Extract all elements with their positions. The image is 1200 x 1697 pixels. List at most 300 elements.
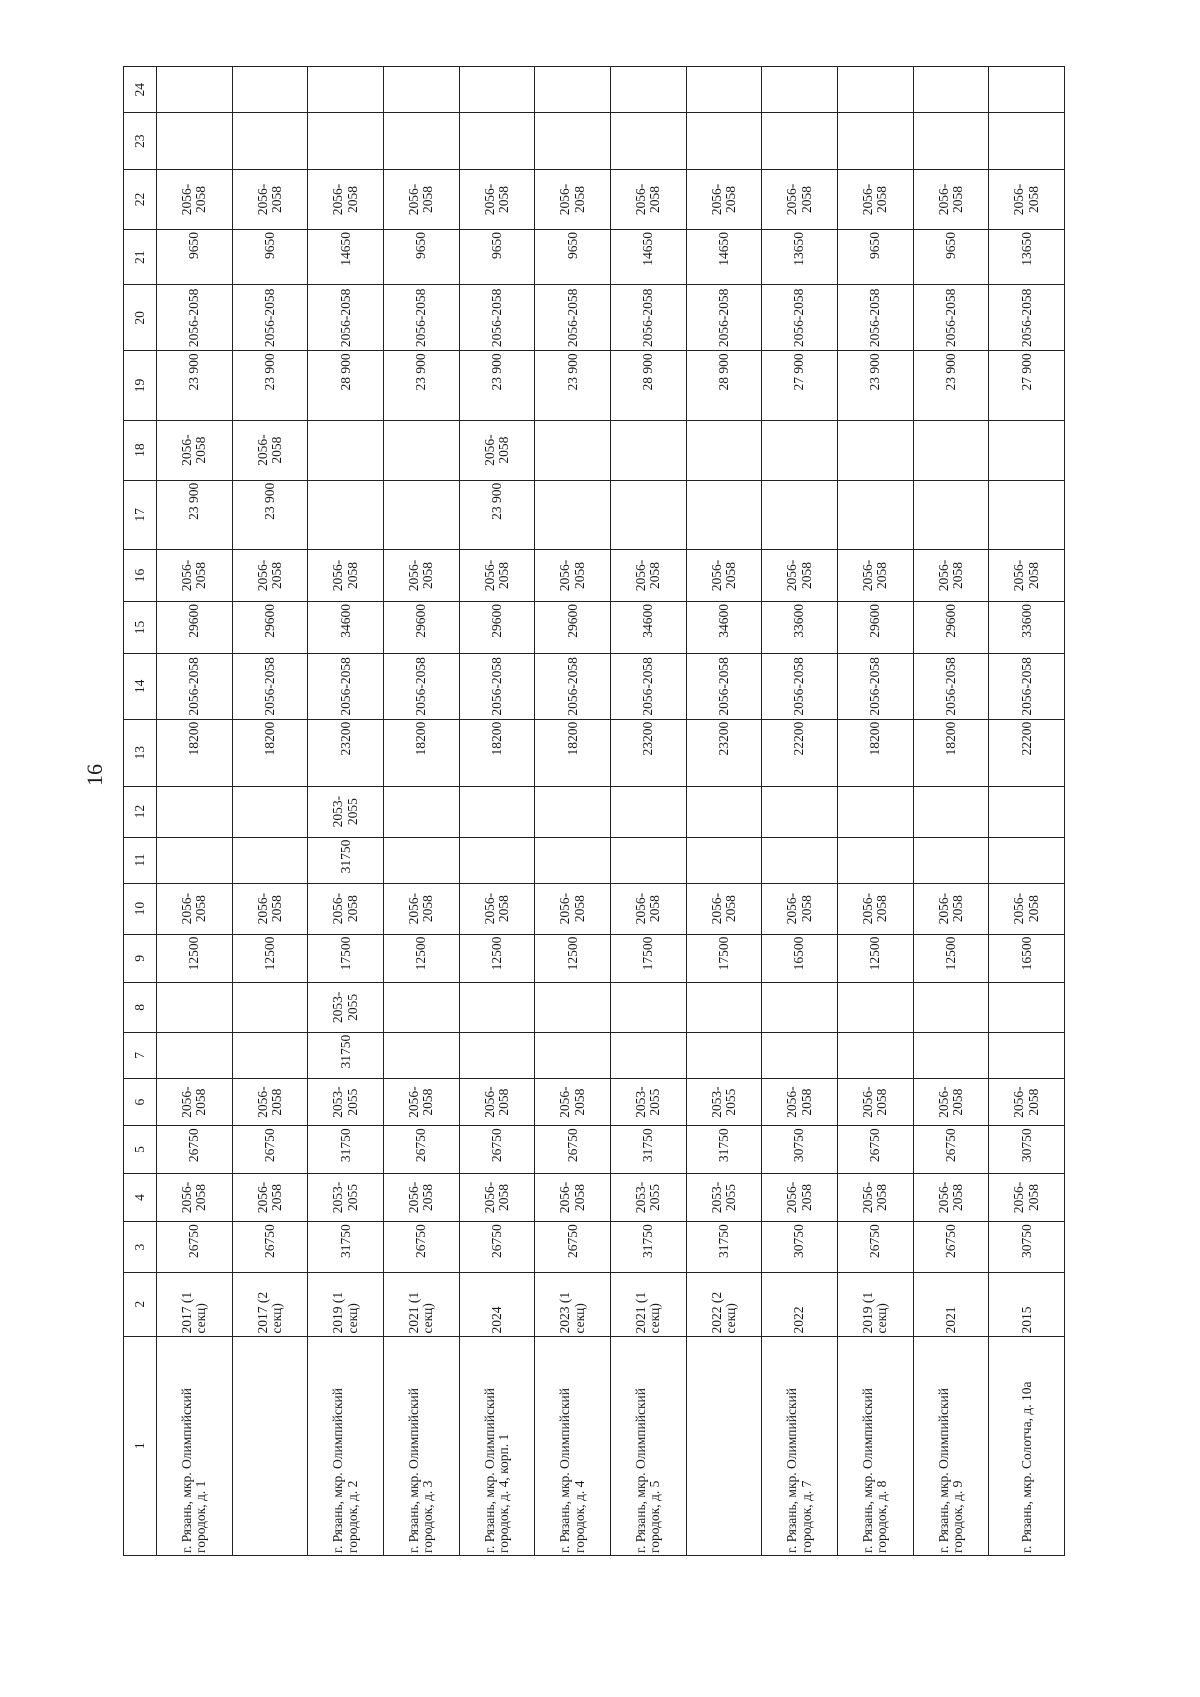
value-cell: 2056-2058 (383, 285, 459, 351)
value-cell: 2056-2058 (989, 285, 1065, 351)
value-cell (913, 480, 989, 549)
column-header: 17 (124, 480, 157, 549)
value-cell (762, 786, 838, 837)
value-cell: 2056-2058 (686, 549, 762, 601)
value-cell: 2056-2058 (232, 653, 308, 719)
value-cell: 2053-2055 (308, 983, 384, 1033)
year-cell: 2022 (2 секц) (686, 1273, 762, 1337)
value-cell: 2056-2058 (157, 653, 233, 719)
value-cell (308, 67, 384, 113)
value-cell (383, 420, 459, 480)
address-cell: г. Рязань, мкр. Олимпийский городок, д. 7 (762, 1336, 838, 1555)
value-cell: 23 900 (459, 351, 535, 420)
value-cell (686, 67, 762, 113)
value-cell: 2056-2058 (535, 549, 611, 601)
value-cell (989, 67, 1065, 113)
value-cell: 9650 (837, 230, 913, 285)
column-header: 10 (124, 883, 157, 934)
address-cell (686, 1336, 762, 1555)
value-cell: 29600 (157, 601, 233, 653)
value-cell: 17500 (686, 934, 762, 983)
value-cell: 2056-2058 (989, 1173, 1065, 1222)
value-cell: 2056-2058 (157, 420, 233, 480)
column-header: 2 (124, 1273, 157, 1337)
column-header: 21 (124, 230, 157, 285)
value-cell (459, 837, 535, 883)
value-cell: 2053-2055 (308, 1173, 384, 1222)
value-cell: 2056-2058 (989, 653, 1065, 719)
column-header: 6 (124, 1078, 157, 1125)
value-cell (837, 786, 913, 837)
year-cell: 2021 (913, 1273, 989, 1337)
value-cell: 30750 (762, 1222, 838, 1273)
value-cell (762, 480, 838, 549)
value-cell (383, 1032, 459, 1078)
value-cell: 2056-2058 (459, 420, 535, 480)
value-cell: 2056-2058 (610, 169, 686, 229)
table-row (232, 67, 308, 1556)
column-header: 4 (124, 1173, 157, 1222)
value-cell: 29600 (535, 601, 611, 653)
value-cell: 2056-2058 (686, 285, 762, 351)
value-cell (383, 786, 459, 837)
value-cell: 2056-2058 (913, 285, 989, 351)
value-cell (308, 420, 384, 480)
value-cell (610, 480, 686, 549)
value-cell: 23 900 (232, 351, 308, 420)
value-cell: 18200 (459, 719, 535, 786)
value-cell: 2056-2058 (989, 549, 1065, 601)
value-cell (837, 420, 913, 480)
value-cell: 31750 (308, 1126, 384, 1173)
value-cell: 2056-2058 (459, 169, 535, 229)
value-cell: 2056-2058 (232, 1173, 308, 1222)
value-cell: 9650 (383, 230, 459, 285)
value-cell: 29600 (383, 601, 459, 653)
value-cell: 26750 (383, 1126, 459, 1173)
value-cell: 29600 (913, 601, 989, 653)
column-header: 13 (124, 719, 157, 786)
value-cell: 31750 (686, 1126, 762, 1173)
value-cell: 2056-2058 (232, 549, 308, 601)
value-cell (232, 113, 308, 170)
value-cell: 12500 (232, 934, 308, 983)
value-cell: 2056-2058 (157, 549, 233, 601)
table-row (989, 67, 1065, 1556)
value-cell (837, 983, 913, 1033)
value-cell: 2056-2058 (762, 549, 838, 601)
value-cell: 2056-2058 (459, 1078, 535, 1125)
value-cell (459, 983, 535, 1033)
value-cell (686, 480, 762, 549)
value-cell (989, 1032, 1065, 1078)
value-cell (610, 67, 686, 113)
value-cell: 26750 (232, 1222, 308, 1273)
value-cell: 9650 (157, 230, 233, 285)
value-cell: 2056-2058 (535, 653, 611, 719)
column-header: 12 (124, 786, 157, 837)
address-cell: г. Рязань, мкр. Олимпийский городок, д. 4, корп. 1 (459, 1336, 535, 1555)
value-cell: 2056-2058 (762, 653, 838, 719)
value-cell: 2056-2058 (913, 653, 989, 719)
value-cell: 22200 (762, 719, 838, 786)
value-cell (535, 480, 611, 549)
value-cell: 2056-2058 (157, 285, 233, 351)
value-cell: 12500 (383, 934, 459, 983)
value-cell: 2053-2055 (686, 1078, 762, 1125)
value-cell (459, 1032, 535, 1078)
value-cell: 30750 (989, 1222, 1065, 1273)
value-cell: 2056-2058 (989, 169, 1065, 229)
value-cell: 13650 (989, 230, 1065, 285)
value-cell: 2056-2058 (762, 285, 838, 351)
value-cell: 9650 (913, 230, 989, 285)
value-cell (535, 1032, 611, 1078)
value-cell (762, 983, 838, 1033)
value-cell: 30750 (989, 1126, 1065, 1173)
value-cell: 2056-2058 (383, 883, 459, 934)
value-cell (762, 837, 838, 883)
table-row (610, 67, 686, 1556)
value-cell: 2056-2058 (762, 1078, 838, 1125)
value-cell: 13650 (762, 230, 838, 285)
table-row (686, 67, 762, 1556)
column-header: 16 (124, 549, 157, 601)
value-cell: 2056-2058 (913, 1173, 989, 1222)
year-cell: 2021 (1 секц) (610, 1273, 686, 1337)
column-header: 22 (124, 169, 157, 229)
value-cell: 2056-2058 (308, 653, 384, 719)
year-cell: 2015 (989, 1273, 1065, 1337)
value-cell: 2056-2058 (989, 1078, 1065, 1125)
value-cell: 17500 (610, 934, 686, 983)
value-cell (989, 420, 1065, 480)
table-row (535, 67, 611, 1556)
value-cell (535, 420, 611, 480)
column-header: 18 (124, 420, 157, 480)
value-cell (913, 1032, 989, 1078)
year-cell: 2022 (762, 1273, 838, 1337)
value-cell: 23 900 (459, 480, 535, 549)
value-cell (383, 480, 459, 549)
value-cell: 9650 (232, 230, 308, 285)
value-cell: 2056-2058 (913, 883, 989, 934)
column-header: 24 (124, 67, 157, 113)
value-cell: 26750 (459, 1222, 535, 1273)
table-row (459, 67, 535, 1556)
value-cell: 2053-2055 (686, 1173, 762, 1222)
value-cell (913, 786, 989, 837)
value-cell: 2056-2058 (837, 285, 913, 351)
value-cell: 29600 (459, 601, 535, 653)
value-cell (157, 837, 233, 883)
value-cell: 2056-2058 (913, 169, 989, 229)
value-cell (913, 420, 989, 480)
value-cell: 9650 (459, 230, 535, 285)
value-cell: 26750 (535, 1222, 611, 1273)
value-cell (989, 786, 1065, 837)
column-header: 20 (124, 285, 157, 351)
address-cell: г. Рязань, мкр. Олимпийский городок, д. 9 (913, 1336, 989, 1555)
value-cell: 2056-2058 (308, 285, 384, 351)
value-cell (232, 67, 308, 113)
value-cell: 34600 (610, 601, 686, 653)
address-cell: г. Рязань, мкр. Олимпийский городок, д. 1 (157, 1336, 233, 1555)
value-cell: 31750 (308, 1032, 384, 1078)
value-cell: 18200 (383, 719, 459, 786)
value-cell: 9650 (535, 230, 611, 285)
value-cell (610, 983, 686, 1033)
value-cell (913, 983, 989, 1033)
value-cell: 2056-2058 (308, 169, 384, 229)
value-cell (232, 786, 308, 837)
value-cell: 23200 (686, 719, 762, 786)
value-cell: 2056-2058 (837, 549, 913, 601)
value-cell: 34600 (686, 601, 762, 653)
value-cell: 2056-2058 (535, 285, 611, 351)
table-row (913, 67, 989, 1556)
value-cell: 2056-2058 (157, 1078, 233, 1125)
value-cell: 26750 (837, 1222, 913, 1273)
value-cell (232, 837, 308, 883)
column-header: 15 (124, 601, 157, 653)
value-cell (837, 480, 913, 549)
value-cell: 12500 (913, 934, 989, 983)
value-cell: 2056-2058 (610, 883, 686, 934)
value-cell: 23 900 (535, 351, 611, 420)
value-cell: 2056-2058 (232, 169, 308, 229)
value-cell: 16500 (762, 934, 838, 983)
value-cell: 23 900 (157, 480, 233, 549)
table-row (383, 67, 459, 1556)
value-cell: 31750 (308, 1222, 384, 1273)
value-cell (837, 1032, 913, 1078)
value-cell (308, 113, 384, 170)
value-cell (383, 837, 459, 883)
value-cell: 26750 (232, 1126, 308, 1173)
value-cell: 18200 (913, 719, 989, 786)
year-cell: 2024 (459, 1273, 535, 1337)
value-cell (535, 837, 611, 883)
value-cell (610, 1032, 686, 1078)
value-cell (610, 837, 686, 883)
value-cell (989, 837, 1065, 883)
address-cell: г. Рязань, мкр. Солотча, д. 10а (989, 1336, 1065, 1555)
value-cell: 23 900 (837, 351, 913, 420)
value-cell: 18200 (232, 719, 308, 786)
value-cell: 2056-2058 (383, 169, 459, 229)
value-cell (232, 1032, 308, 1078)
value-cell: 2053-2055 (308, 786, 384, 837)
value-cell: 2056-2058 (686, 653, 762, 719)
value-cell (989, 983, 1065, 1033)
value-cell: 2056-2058 (762, 169, 838, 229)
year-cell: 2023 (1 секц) (535, 1273, 611, 1337)
value-cell: 17500 (308, 934, 384, 983)
column-header: 5 (124, 1126, 157, 1173)
value-cell (913, 67, 989, 113)
value-cell (383, 983, 459, 1033)
value-cell (535, 983, 611, 1033)
value-cell: 2056-2058 (610, 653, 686, 719)
value-cell: 23 900 (383, 351, 459, 420)
value-cell (762, 67, 838, 113)
year-cell: 2017 (2 секц) (232, 1273, 308, 1337)
column-header: 9 (124, 934, 157, 983)
value-cell: 2056-2058 (837, 1078, 913, 1125)
year-cell: 2017 (1 секц) (157, 1273, 233, 1337)
value-cell (157, 786, 233, 837)
value-cell (459, 67, 535, 113)
column-header: 7 (124, 1032, 157, 1078)
value-cell: 2056-2058 (383, 1078, 459, 1125)
value-cell: 2056-2058 (610, 549, 686, 601)
value-cell: 33600 (989, 601, 1065, 653)
table-row (837, 67, 913, 1556)
data-table (123, 66, 1065, 1556)
value-cell (762, 420, 838, 480)
value-cell: 16500 (989, 934, 1065, 983)
value-cell (762, 113, 838, 170)
value-cell (157, 1032, 233, 1078)
value-cell (837, 67, 913, 113)
address-cell: г. Рязань, мкр. Олимпийский городок, д. 2 (308, 1336, 384, 1555)
value-cell: 2056-2058 (535, 1078, 611, 1125)
value-cell: 12500 (459, 934, 535, 983)
value-cell (157, 113, 233, 170)
table-row (157, 67, 233, 1556)
value-cell: 2056-2058 (837, 1173, 913, 1222)
value-cell (686, 113, 762, 170)
value-cell: 34600 (308, 601, 384, 653)
value-cell (837, 837, 913, 883)
year-cell: 2021 (1 секц) (383, 1273, 459, 1337)
value-cell: 2056-2058 (232, 420, 308, 480)
value-cell: 28 900 (308, 351, 384, 420)
value-cell (762, 1032, 838, 1078)
table-body (157, 67, 1065, 1556)
rotated-table-wrapper (123, 66, 1065, 1556)
value-cell: 2056-2058 (686, 883, 762, 934)
value-cell: 2056-2058 (535, 169, 611, 229)
value-cell: 2056-2058 (459, 549, 535, 601)
year-cell: 2019 (1 секц) (837, 1273, 913, 1337)
value-cell: 2056-2058 (232, 285, 308, 351)
value-cell: 33600 (762, 601, 838, 653)
value-cell: 23200 (610, 719, 686, 786)
value-cell (913, 113, 989, 170)
value-cell: 2056-2058 (383, 549, 459, 601)
value-cell: 2056-2058 (232, 1078, 308, 1125)
value-cell: 2056-2058 (837, 653, 913, 719)
value-cell (686, 1032, 762, 1078)
value-cell: 31750 (610, 1126, 686, 1173)
value-cell: 2056-2058 (157, 1173, 233, 1222)
value-cell (610, 420, 686, 480)
value-cell: 2056-2058 (459, 653, 535, 719)
address-cell: г. Рязань, мкр. Олимпийский городок, д. 4 (535, 1336, 611, 1555)
value-cell: 2053-2055 (308, 1078, 384, 1125)
value-cell: 28 900 (610, 351, 686, 420)
value-cell: 14650 (686, 230, 762, 285)
column-header: 8 (124, 983, 157, 1033)
value-cell (459, 786, 535, 837)
value-cell: 2056-2058 (837, 169, 913, 229)
value-cell: 26750 (157, 1222, 233, 1273)
value-cell: 23 900 (913, 351, 989, 420)
value-cell: 2053-2055 (610, 1173, 686, 1222)
value-cell: 26750 (459, 1126, 535, 1173)
value-cell (610, 113, 686, 170)
address-cell: г. Рязань, мкр. Олимпийский городок, д. 5 (610, 1336, 686, 1555)
column-header: 3 (124, 1222, 157, 1273)
value-cell: 2056-2058 (383, 1173, 459, 1222)
value-cell (232, 983, 308, 1033)
value-cell: 2056-2058 (232, 883, 308, 934)
value-cell (610, 786, 686, 837)
value-cell (686, 837, 762, 883)
value-cell: 22200 (989, 719, 1065, 786)
value-cell: 2056-2058 (535, 1173, 611, 1222)
address-cell: г. Рязань, мкр. Олимпийский городок, д. 3 (383, 1336, 459, 1555)
table-row (762, 67, 838, 1556)
value-cell (989, 480, 1065, 549)
value-cell: 12500 (837, 934, 913, 983)
value-cell: 12500 (535, 934, 611, 983)
column-header: 19 (124, 351, 157, 420)
value-cell: 2056-2058 (157, 169, 233, 229)
value-cell: 2056-2058 (837, 883, 913, 934)
header-row (124, 67, 157, 1556)
value-cell (686, 786, 762, 837)
value-cell: 27 900 (762, 351, 838, 420)
value-cell: 2056-2058 (686, 169, 762, 229)
value-cell (157, 983, 233, 1033)
table-row (308, 67, 384, 1556)
value-cell: 28 900 (686, 351, 762, 420)
value-cell: 2056-2058 (913, 549, 989, 601)
value-cell (686, 420, 762, 480)
value-cell: 31750 (308, 837, 384, 883)
value-cell: 18200 (837, 719, 913, 786)
value-cell (157, 67, 233, 113)
value-cell: 26750 (913, 1126, 989, 1173)
column-header: 1 (124, 1336, 157, 1555)
value-cell: 31750 (610, 1222, 686, 1273)
value-cell: 29600 (837, 601, 913, 653)
value-cell: 2056-2058 (535, 883, 611, 934)
value-cell: 26750 (535, 1126, 611, 1173)
value-cell: 12500 (157, 934, 233, 983)
value-cell: 2056-2058 (762, 883, 838, 934)
value-cell: 30750 (762, 1126, 838, 1173)
value-cell: 18200 (157, 719, 233, 786)
value-cell: 14650 (308, 230, 384, 285)
value-cell: 2056-2058 (913, 1078, 989, 1125)
value-cell: 2056-2058 (762, 1173, 838, 1222)
value-cell: 2056-2058 (459, 285, 535, 351)
value-cell: 2053-2055 (610, 1078, 686, 1125)
value-cell: 26750 (913, 1222, 989, 1273)
value-cell (535, 786, 611, 837)
value-cell: 18200 (535, 719, 611, 786)
column-header: 23 (124, 113, 157, 170)
value-cell (837, 113, 913, 170)
value-cell: 2056-2058 (308, 883, 384, 934)
value-cell (459, 113, 535, 170)
value-cell: 26750 (157, 1126, 233, 1173)
value-cell: 2056-2058 (459, 883, 535, 934)
